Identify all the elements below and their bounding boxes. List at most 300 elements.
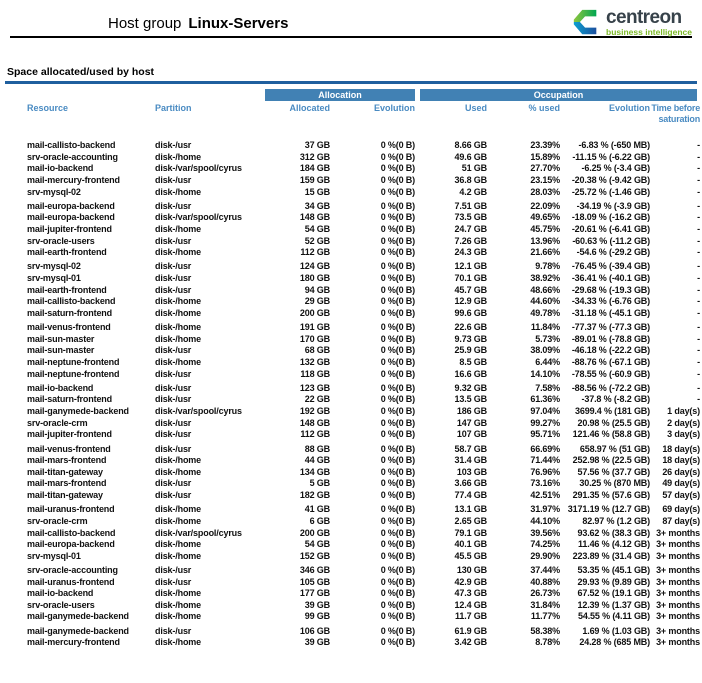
cell-pct-used: 49.65% [530,212,560,223]
cell-partition: disk-/home [155,186,202,197]
table-row [0,528,702,540]
cell-partition: disk-/home [155,322,202,333]
cell-partition: disk-/home [155,357,202,368]
cell-occupation-evolution: 3171.19 % (12.7 GB) [567,504,650,515]
cell-allocated: 15 GB [304,186,330,197]
cell-used: 51 GB [461,163,487,174]
cell-occupation-evolution: 12.39 % (1.37 GB) [577,599,650,610]
cell-allocated: 159 GB [299,174,330,185]
cell-pct-used: 71.44% [530,455,560,466]
table-row [0,637,702,649]
cell-allocated: 54 GB [304,223,330,234]
cell-used: 45.5 GB [454,550,487,561]
cell-occupation-evolution: -89.01 % (-78.8 GB) [571,333,650,344]
cell-occupation-evolution: -31.18 % (-45.1 GB) [571,307,650,318]
table-row [0,565,702,577]
cell-occupation-evolution: -34.19 % (-3.9 GB) [576,200,650,211]
cell-allocation-evolution: 0 %(0 B) [380,515,415,526]
cell-pct-used: 61.36% [530,394,560,405]
cell-pct-used: 28.03% [530,186,560,197]
cell-allocated: 34 GB [304,200,330,211]
cell-allocated: 37 GB [304,140,330,150]
cell-pct-used: 26.73% [530,588,560,599]
table-row [0,467,702,479]
cell-allocated: 132 GB [299,357,330,368]
group-header-occupation: Occupation [420,89,697,101]
cell-time-before-saturation: - [697,333,700,344]
cell-occupation-evolution: -54.6 % (-29.2 GB) [576,247,650,258]
cell-used: 61.9 GB [454,625,487,636]
table-row [0,478,702,490]
table-row [0,394,702,406]
cell-pct-used: 66.69% [530,443,560,454]
cell-occupation-evolution: 20.98 % (25.5 GB) [577,417,650,428]
cell-used: 73.5 GB [454,212,487,223]
table-row [0,444,702,456]
table-row [0,406,702,418]
cell-allocated: 106 GB [299,625,330,636]
cell-partition: disk-/home [155,223,202,234]
cell-occupation-evolution: -20.61 % (-6.41 GB) [571,223,650,234]
cell-allocation-evolution: 0 %(0 B) [380,406,415,417]
cell-pct-used: 76.96% [530,466,560,477]
centreon-logo [571,7,692,39]
cell-pct-used: 22.09% [530,200,560,211]
cell-allocated: 152 GB [299,550,330,561]
cell-time-before-saturation: - [697,212,700,223]
cell-pct-used: 39.56% [530,527,560,538]
cell-used: 31.4 GB [454,455,487,466]
cell-time-before-saturation: 3 day(s) [667,429,700,440]
cell-allocated: 123 GB [299,382,330,393]
cell-time-before-saturation: - [697,284,700,295]
cell-partition: disk-/usr [155,368,192,379]
cell-allocation-evolution: 0 %(0 B) [380,588,415,599]
cell-pct-used: 7.58% [535,382,560,393]
cell-time-before-saturation: - [697,368,700,379]
cell-partition: disk-/usr [155,417,192,428]
cell-partition: disk-/var/spool/cyrus [155,406,242,417]
cell-occupation-evolution: -36.41 % (-40.1 GB) [571,273,650,284]
cell-resource: mail-titan-gateway [27,490,103,501]
cell-time-before-saturation: 3+ months [656,539,700,550]
cell-allocation-evolution: 0 %(0 B) [380,357,415,368]
table-row [0,626,702,638]
cell-time-before-saturation: - [697,235,700,246]
cell-used: 13.1 GB [454,504,487,515]
cell-resource: mail-earth-frontend [27,284,107,295]
cell-pct-used: 38.92% [530,273,560,284]
cell-allocated: 52 GB [304,235,330,246]
cell-allocation-evolution: 0 %(0 B) [380,455,415,466]
cell-allocated: 182 GB [299,490,330,501]
cell-pct-used: 99.27% [530,417,560,428]
cell-resource: mail-titan-gateway [27,466,103,477]
table-row [0,201,702,213]
cell-allocated: 180 GB [299,273,330,284]
cell-partition: disk-/var/spool/cyrus [155,527,242,538]
cell-allocated: 134 GB [299,466,330,477]
table-row [0,455,702,467]
table-row [0,600,702,612]
cell-allocation-evolution: 0 %(0 B) [380,394,415,405]
cell-time-before-saturation: 2 day(s) [667,417,700,428]
cell-time-before-saturation: - [697,174,700,185]
cell-allocated: 148 GB [299,212,330,223]
cell-used: 103 GB [456,466,487,477]
cell-occupation-evolution: -78.55 % (-60.9 GB) [571,368,650,379]
cell-time-before-saturation: - [697,345,700,356]
cell-partition: disk-/usr [155,273,192,284]
cell-resource: srv-oracle-users [27,599,95,610]
cell-partition: disk-/home [155,637,202,648]
report-header [10,0,692,38]
centreon-logo-text [606,8,692,37]
cell-allocation-evolution: 0 %(0 B) [380,284,415,295]
cell-used: 24.7 GB [454,223,487,234]
cell-occupation-evolution: 658.97 % (51 GB) [579,443,650,454]
group-header-allocation: Allocation [265,89,415,101]
cell-partition: disk-/usr [155,140,192,150]
cell-occupation-evolution: -37.8 % (-8.2 GB) [581,394,650,405]
cell-used: 11.7 GB [455,611,487,622]
cell-occupation-evolution: -6.83 % (-650 MB) [578,140,650,150]
cell-allocation-evolution: 0 %(0 B) [380,200,415,211]
cell-resource: mail-europa-backend [27,200,115,211]
cell-pct-used: 15.89% [530,151,560,162]
table-row [0,285,702,297]
cell-allocated: 112 GB [300,247,330,258]
page-title-prefix: Host group [108,14,182,32]
cell-resource: srv-mysql-02 [27,186,81,197]
cell-occupation-evolution: 82.97 % (1.2 GB) [582,515,650,526]
cell-resource: mail-venus-frontend [27,322,111,333]
cell-occupation-evolution: -88.76 % (-67.1 GB) [571,357,650,368]
cell-partition: disk-/home [155,588,202,599]
cell-used: 49.6 GB [454,151,487,162]
cell-time-before-saturation: 1 day(s) [667,406,700,417]
cell-allocated: 22 GB [304,394,330,405]
cell-time-before-saturation: 87 day(s) [662,515,700,526]
cell-time-before-saturation: 18 day(s) [662,443,700,454]
cell-allocation-evolution: 0 %(0 B) [380,140,415,150]
cell-time-before-saturation: - [697,223,700,234]
table-row [0,516,702,528]
cell-partition: disk-/usr [155,261,192,272]
table-row [0,369,702,381]
cell-partition: disk-/home [155,599,202,610]
cell-occupation-evolution: -6.25 % (-3.4 GB) [581,163,650,174]
cell-allocated: 105 GB [299,576,330,587]
cell-used: 22.6 GB [454,322,487,333]
cell-pct-used: 74.25% [530,539,560,550]
cell-occupation-evolution: 53.35 % (45.1 GB) [577,564,650,575]
table-row [0,212,702,224]
cell-resource: mail-saturn-frontend [27,307,113,318]
cell-resource: srv-oracle-accounting [27,564,118,575]
cell-occupation-evolution: 223.89 % (31.4 GB) [572,550,650,561]
section-divider [5,81,697,84]
cell-allocation-evolution: 0 %(0 B) [380,504,415,515]
cell-partition: disk-/home [155,539,202,550]
cell-resource: mail-callisto-backend [27,140,116,150]
table-row [0,163,702,175]
cell-pct-used: 21.66% [530,247,560,258]
table-column-header-row [0,103,702,135]
cell-used: 186 GB [456,406,487,417]
cell-occupation-evolution: -46.18 % (-22.2 GB) [571,345,650,356]
cell-occupation-evolution: -20.38 % (-9.42 GB) [571,174,650,185]
cell-pct-used: 6.44% [535,357,560,368]
cell-allocated: 29 GB [304,296,330,307]
cell-allocation-evolution: 0 %(0 B) [380,443,415,454]
cell-time-before-saturation: - [697,322,700,333]
cell-resource: mail-europa-backend [27,212,115,223]
table-row [0,345,702,357]
cell-allocated: 5 GB [309,478,330,489]
cell-partition: disk-/home [155,611,202,622]
brand-name: centreon [606,6,682,28]
cell-occupation-evolution: -29.68 % (-19.3 GB) [571,284,650,295]
cell-occupation-evolution: 67.52 % (19.1 GB) [577,588,650,599]
cell-time-before-saturation: - [697,261,700,272]
cell-partition: disk-/usr [155,345,192,356]
cell-occupation-evolution: -18.09 % (-16.2 GB) [571,212,650,223]
cell-used: 4.2 GB [459,186,487,197]
column-header-allocated: Allocated [289,103,330,113]
cell-used: 7.51 GB [454,200,487,211]
cell-pct-used: 23.15% [530,174,560,185]
section-title: Space allocated/used by host [7,66,155,78]
cell-used: 79.1 GB [454,527,487,538]
cell-allocated: 54 GB [304,539,330,550]
table-row [0,418,702,430]
cell-allocation-evolution: 0 %(0 B) [380,345,415,356]
cell-resource: mail-io-backend [27,382,94,393]
cell-occupation-evolution: 30.25 % (870 MB) [579,478,650,489]
cell-used: 3.66 GB [454,478,487,489]
cell-partition: disk-/home [155,333,202,344]
table-row [0,611,702,623]
cell-allocation-evolution: 0 %(0 B) [380,261,415,272]
cell-allocated: 44 GB [304,455,330,466]
cell-allocated: 41 GB [304,504,330,515]
cell-allocation-evolution: 0 %(0 B) [380,382,415,393]
cell-time-before-saturation: - [697,382,700,393]
cell-occupation-evolution: 57.56 % (37.7 GB) [577,466,650,477]
cell-allocated: 191 GB [299,322,330,333]
cell-allocation-evolution: 0 %(0 B) [380,296,415,307]
cell-allocation-evolution: 0 %(0 B) [380,637,415,648]
cell-allocated: 6 GB [309,515,330,526]
cell-time-before-saturation: 57 day(s) [662,490,700,501]
cell-partition: disk-/usr [155,235,192,246]
cell-pct-used: 31.84% [530,599,560,610]
table-row [0,539,702,551]
cell-used: 8.5 GB [459,357,487,368]
cell-time-before-saturation: 18 day(s) [662,455,700,466]
cell-partition: disk-/usr [155,200,192,211]
cell-allocation-evolution: 0 %(0 B) [380,322,415,333]
table-body [0,140,702,649]
cell-partition: disk-/usr [155,564,192,575]
cell-allocation-evolution: 0 %(0 B) [380,599,415,610]
cell-resource: mail-sun-master [27,345,95,356]
cell-resource: srv-mysql-02 [27,261,81,272]
cell-resource: srv-oracle-users [27,235,95,246]
cell-time-before-saturation: 3+ months [656,527,700,538]
cell-allocation-evolution: 0 %(0 B) [380,368,415,379]
cell-used: 47.3 GB [454,588,487,599]
table-row [0,140,702,152]
cell-allocated: 112 GB [300,429,330,440]
cell-pct-used: 45.75% [530,223,560,234]
cell-time-before-saturation: 69 day(s) [662,504,700,515]
cell-allocation-evolution: 0 %(0 B) [380,527,415,538]
cell-partition: disk-/home [155,247,202,258]
table-row [0,551,702,563]
cell-time-before-saturation: - [697,186,700,197]
cell-partition: disk-/usr [155,174,192,185]
table-row [0,383,702,395]
cell-allocated: 118 GB [300,368,330,379]
cell-used: 12.9 GB [454,296,487,307]
cell-pct-used: 48.66% [530,284,560,295]
cell-allocation-evolution: 0 %(0 B) [380,163,415,174]
cell-resource: mail-saturn-frontend [27,394,113,405]
cell-pct-used: 11.84% [530,322,560,333]
cell-pct-used: 5.73% [535,333,560,344]
table-row [0,296,702,308]
cell-time-before-saturation: 3+ months [656,576,700,587]
table-row [0,504,702,516]
cell-resource: mail-ganymede-backend [27,611,129,622]
cell-used: 9.32 GB [454,382,487,393]
cell-partition: disk-/var/spool/cyrus [155,163,242,174]
cell-allocation-evolution: 0 %(0 B) [380,223,415,234]
cell-resource: srv-oracle-crm [27,515,88,526]
cell-occupation-evolution: -60.63 % (-11.2 GB) [572,235,650,246]
cell-allocated: 94 GB [304,284,330,295]
table-row [0,187,702,199]
table-group-header-row [0,89,702,101]
cell-pct-used: 40.88% [530,576,560,587]
cell-allocated: 346 GB [299,564,330,575]
cell-time-before-saturation: 26 day(s) [662,466,700,477]
cell-partition: disk-/usr [155,382,192,393]
brand-tagline: business intelligence [606,26,692,37]
cell-time-before-saturation: 3+ months [656,588,700,599]
cell-pct-used: 27.70% [530,163,560,174]
cell-resource: srv-mysql-01 [27,273,81,284]
cell-resource: srv-oracle-accounting [27,151,118,162]
cell-used: 3.42 GB [454,637,487,648]
cell-resource: mail-uranus-frontend [27,504,115,515]
cell-used: 130 GB [456,564,487,575]
cell-used: 36.8 GB [454,174,487,185]
cell-partition: disk-/home [155,455,202,466]
cell-allocation-evolution: 0 %(0 B) [380,539,415,550]
cell-resource: mail-mars-frontend [27,455,107,466]
cell-allocated: 192 GB [299,406,330,417]
cell-resource: mail-neptune-frontend [27,357,120,368]
cell-pct-used: 44.60% [530,296,560,307]
cell-allocated: 312 GB [299,151,330,162]
cell-pct-used: 11.77% [530,611,560,622]
cell-pct-used: 9.78% [535,261,560,272]
cell-resource: mail-venus-frontend [27,443,111,454]
cell-pct-used: 44.10% [530,515,560,526]
cell-partition: disk-/home [155,466,202,477]
cell-allocated: 68 GB [304,345,330,356]
table-row [0,357,702,369]
cell-allocation-evolution: 0 %(0 B) [380,151,415,162]
cell-used: 2.65 GB [454,515,487,526]
cell-allocation-evolution: 0 %(0 B) [380,625,415,636]
space-table [0,89,702,649]
cell-resource: mail-io-backend [27,588,94,599]
cell-pct-used: 29.90% [530,550,560,561]
cell-occupation-evolution: 3699.4 % (181 GB) [575,406,650,417]
cell-occupation-evolution: -25.72 % (-1.46 GB) [571,186,650,197]
table-row [0,261,702,273]
cell-occupation-evolution: 24.28 % (685 MB) [579,637,650,648]
cell-resource: mail-callisto-backend [27,527,116,538]
cell-allocation-evolution: 0 %(0 B) [380,564,415,575]
cell-time-before-saturation: - [697,273,700,284]
cell-partition: disk-/home [155,296,202,307]
cell-partition: disk-/home [155,151,202,162]
column-header-resource: Resource [27,103,69,113]
cell-resource: mail-mercury-frontend [27,637,120,648]
cell-allocation-evolution: 0 %(0 B) [380,429,415,440]
cell-used: 8.66 GB [454,140,487,150]
cell-time-before-saturation: - [697,200,700,211]
cell-resource: mail-neptune-frontend [27,368,120,379]
cell-used: 107 GB [456,429,487,440]
cell-allocated: 39 GB [304,637,330,648]
cell-occupation-evolution: 29.93 % (9.89 GB) [577,576,650,587]
cell-pct-used: 49.78% [530,307,560,318]
cell-pct-used: 13.96% [530,235,560,246]
cell-used: 13.5 GB [454,394,487,405]
cell-occupation-evolution: 121.46 % (58.8 GB) [572,429,650,440]
table-row [0,224,702,236]
cell-time-before-saturation: 3+ months [656,564,700,575]
cell-allocation-evolution: 0 %(0 B) [380,186,415,197]
cell-time-before-saturation: - [697,247,700,258]
column-header-occupation-evolution: Evolution [609,103,650,113]
cell-allocated: 148 GB [299,417,330,428]
cell-pct-used: 38.09% [530,345,560,356]
column-header-time-before-saturation: Time before saturation [651,103,700,124]
cell-resource: mail-europa-backend [27,539,115,550]
cell-partition: disk-/usr [155,394,192,405]
cell-partition: disk-/home [155,504,202,515]
cell-partition: disk-/usr [155,443,192,454]
cell-allocated: 170 GB [299,333,330,344]
cell-time-before-saturation: - [697,307,700,318]
cell-allocation-evolution: 0 %(0 B) [380,576,415,587]
cell-used: 16.6 GB [454,368,487,379]
cell-occupation-evolution: 252.98 % (22.5 GB) [572,455,650,466]
cell-time-before-saturation: - [697,296,700,307]
cell-resource: mail-earth-frontend [27,247,107,258]
cell-resource: mail-sun-master [27,333,95,344]
cell-occupation-evolution: 291.35 % (57.6 GB) [572,490,650,501]
cell-used: 7.26 GB [454,235,487,246]
table-row [0,175,702,187]
